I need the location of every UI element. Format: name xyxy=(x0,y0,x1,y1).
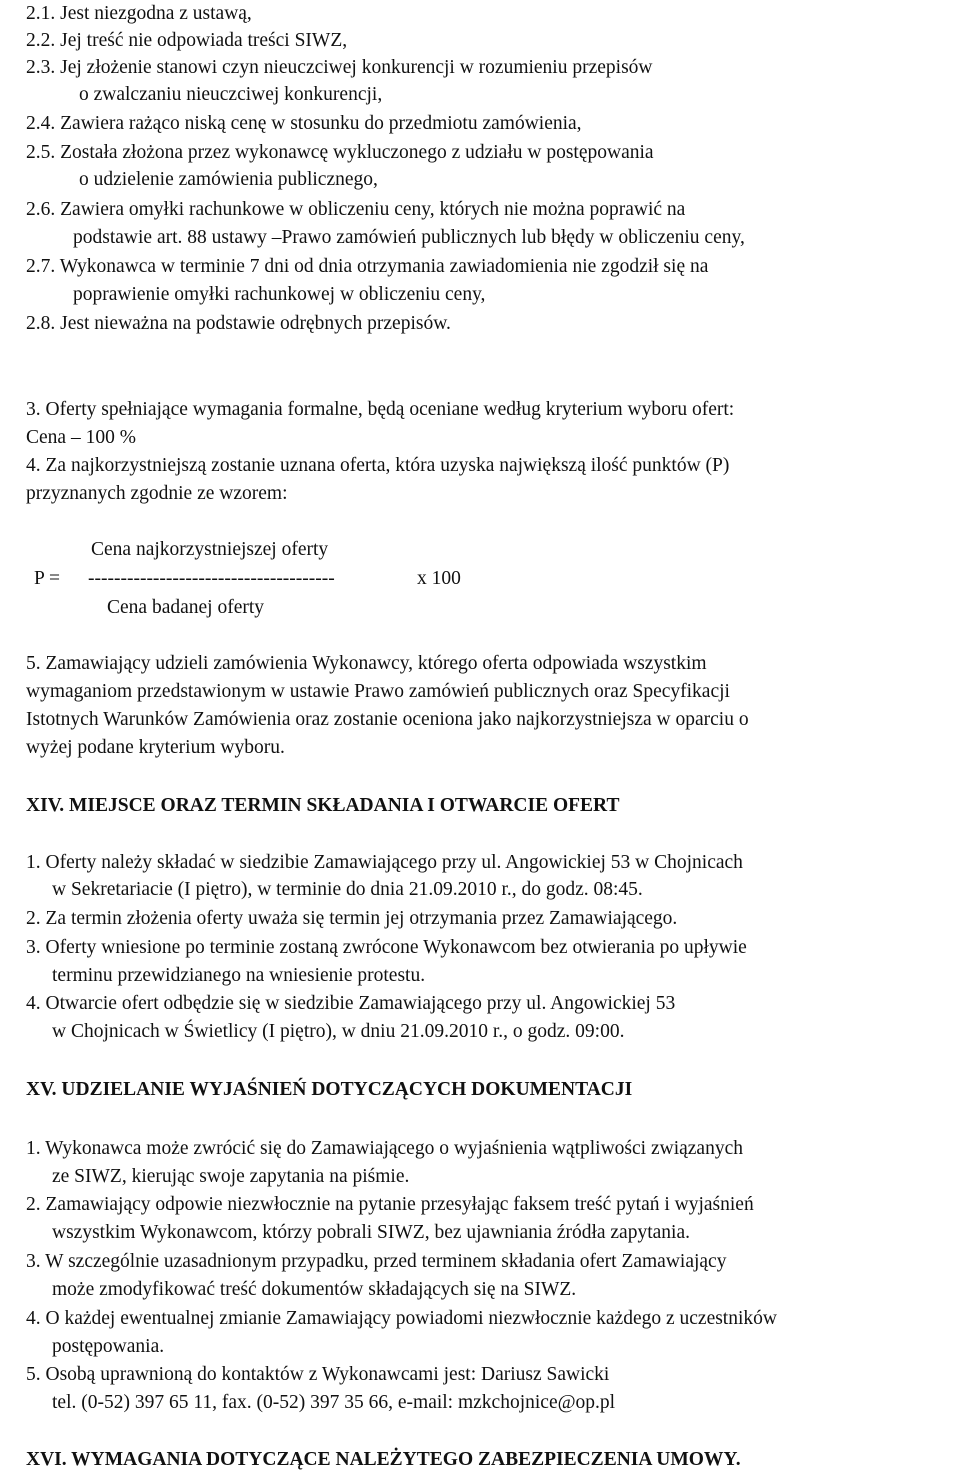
point-5-line-4: wyżej podane kryterium wyboru. xyxy=(26,737,285,758)
list-item-2-7-cont: poprawienie omyłki rachunkowej w obliczeniu ceny, xyxy=(73,284,486,305)
formula-fraction-bar: -------------------------------------- xyxy=(88,568,335,589)
xv-item-3-cont: może zmodyfikować treść dokumentów składających się na SIWZ. xyxy=(52,1279,577,1300)
list-item-2-3: 2.3. Jej złożenie stanowi czyn nieuczciwej konkurencji w rozumieniu przepisów xyxy=(26,57,653,78)
xv-item-5-cont: tel. (0-52) 397 65 11, fax. (0-52) 397 35 66, e-mail: mzkchojnice@op.pl xyxy=(52,1392,616,1413)
section-xv-heading: XV. UDZIELANIE WYJAŚNIEŃ DOTYCZĄCYCH DOKUMENTACJI xyxy=(26,1079,633,1100)
xiv-item-4: 4. Otwarcie ofert odbędzie się w siedzibie Zamawiającego przy ul. Angowickiej 53 xyxy=(26,993,676,1014)
formula-numerator: Cena najkorzystniejszej oferty xyxy=(91,539,329,560)
xiv-item-3: 3. Oferty wniesione po terminie zostaną zwrócone Wykonawcom bez otwierania po upływie xyxy=(26,937,747,958)
point-3: 3. Oferty spełniające wymagania formalne, będą oceniane według kryterium wyboru ofert: xyxy=(26,399,735,420)
list-item-2-2: 2.2. Jej treść nie odpowiada treści SIWZ, xyxy=(26,30,348,51)
list-item-2-1: 2.1. Jest niezgodna z ustawą, xyxy=(26,3,252,24)
xv-item-4-cont: postępowania. xyxy=(52,1336,165,1357)
xiv-item-1: 1. Oferty należy składać w siedzibie Zamawiającego przy ul. Angowickiej 53 w Chojnicach xyxy=(26,852,743,873)
xiv-item-3-cont: terminu przewidzianego na wniesienie protestu. xyxy=(52,965,426,986)
list-item-2-8: 2.8. Jest nieważna na podstawie odrębnych przepisów. xyxy=(26,313,451,334)
xv-item-4: 4. O każdej ewentualnej zmianie Zamawiający powiadomi niezwłocznie każdego z uczestników xyxy=(26,1308,777,1329)
xiv-item-4-cont: w Chojnicach w Świetlicy (I piętro), w dniu 21.09.2010 r., o godz. 09:00. xyxy=(52,1021,625,1042)
xv-item-2: 2. Zamawiający odpowie niezwłocznie na pytanie przesyłając faksem treść pytań i wyjaśnień xyxy=(26,1194,754,1215)
xv-item-1: 1. Wykonawca może zwrócić się do Zamawiającego o wyjaśnienia wątpliwości związanych xyxy=(26,1138,743,1159)
list-item-2-5-cont: o udzielenie zamówienia publicznego, xyxy=(79,169,378,190)
point-5-line-2: wymaganiom przedstawionym w ustawie Prawo zamówień publicznych oraz Specyfikacji xyxy=(26,681,730,702)
section-xvi-heading: XVI. WYMAGANIA DOTYCZĄCE NALEŻYTEGO ZABEZPIECZENIA UMOWY. xyxy=(26,1449,741,1470)
xiv-item-2: 2. Za termin złożenia oferty uważa się termin jej otrzymania przez Zamawiającego. xyxy=(26,908,678,929)
formula-lhs: P = xyxy=(34,568,60,589)
list-item-2-7: 2.7. Wykonawca w terminie 7 dni od dnia otrzymania zawiadomienia nie zgodził się na xyxy=(26,256,709,277)
point-4-cont: przyznanych zgodnie ze wzorem: xyxy=(26,483,288,504)
list-item-2-6: 2.6. Zawiera omyłki rachunkowe w obliczeniu ceny, których nie można poprawić na xyxy=(26,199,686,220)
xiv-item-1-cont: w Sekretariacie (I piętro), w terminie do dnia 21.09.2010 r., do godz. 08:45. xyxy=(52,879,643,900)
point-5-line-3: Istotnych Warunków Zamówienia oraz zostanie oceniona jako najkorzystniejsza w oparciu o xyxy=(26,709,749,730)
point-4: 4. Za najkorzystniejszą zostanie uznana oferta, która uzyska największą ilość punktów (P) xyxy=(26,455,730,476)
point-5-line-1: 5. Zamawiający udzieli zamówienia Wykonawcy, którego oferta odpowiada wszystkim xyxy=(26,653,707,674)
xv-item-2-cont: wszystkim Wykonawcom, którzy pobrali SIWZ, bez ujawniania źródła zapytania. xyxy=(52,1222,690,1243)
list-item-2-4: 2.4. Zawiera rażąco niską cenę w stosunku do przedmiotu zamówienia, xyxy=(26,113,582,134)
xv-item-3: 3. W szczególnie uzasadnionym przypadku, przed terminem składania ofert Zamawiający xyxy=(26,1251,727,1272)
list-item-2-3-cont: o zwalczaniu nieuczciwej konkurencji, xyxy=(79,84,383,105)
section-xiv-heading: XIV. MIEJSCE ORAZ TERMIN SKŁADANIA I OTWARCIE OFERT xyxy=(26,795,620,816)
formula-multiplier: x 100 xyxy=(417,568,461,589)
list-item-2-6-cont: podstawie art. 88 ustawy –Prawo zamówień publicznych lub błędy w obliczeniu ceny, xyxy=(73,227,745,248)
point-3-cont: Cena – 100 % xyxy=(26,427,136,448)
xv-item-5: 5. Osobą uprawnioną do kontaktów z Wykonawcami jest: Dariusz Sawicki xyxy=(26,1364,610,1385)
list-item-2-5: 2.5. Została złożona przez wykonawcę wykluczonego z udziału w postępowania xyxy=(26,142,654,163)
xv-item-1-cont: ze SIWZ, kierując swoje zapytania na piśmie. xyxy=(52,1166,410,1187)
formula-denominator: Cena badanej oferty xyxy=(107,597,265,618)
